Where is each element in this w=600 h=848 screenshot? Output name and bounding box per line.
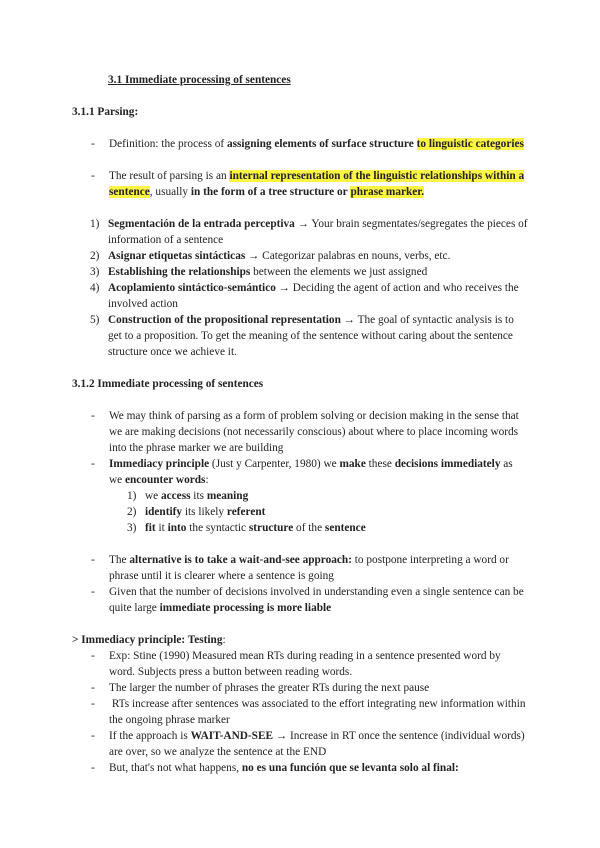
bullet-marker: - xyxy=(91,458,95,470)
bullet-marker: - xyxy=(91,138,95,150)
step-number: 5) xyxy=(90,314,100,326)
bullet-marker: - xyxy=(91,698,95,710)
result-text: The result of parsing is an internal representation of the linguistic relationships within a sentence, usually in the form of a tree structure or phrase marker. xyxy=(109,170,525,198)
highlight: internal representation of the linguistic relationships within a sentence xyxy=(109,170,525,198)
testing-heading: > Immediacy principle: Testing: xyxy=(72,634,226,646)
bullet-marker: - xyxy=(91,170,95,182)
step-number: 3) xyxy=(127,522,137,534)
step-number: 1) xyxy=(127,490,137,502)
bullet-marker: - xyxy=(91,762,95,774)
step-number: 1) xyxy=(90,218,100,230)
bullet-marker: - xyxy=(91,650,95,662)
definition-text: Definition: the process of assigning elements of surface structure to linguistic categories xyxy=(109,138,524,150)
step-number: 2) xyxy=(90,250,100,262)
step-number: 3) xyxy=(90,266,100,278)
step-number: 4) xyxy=(90,282,100,294)
immediate-heading: 3.1.2 Immediate processing of sentences xyxy=(72,378,264,390)
parsing-heading: 3.1.1 Parsing: xyxy=(72,106,139,118)
highlight: to linguistic categories xyxy=(416,138,524,150)
bullet-marker: - xyxy=(91,586,95,598)
highlight: phrase marker. xyxy=(350,186,425,198)
section-title: 3.1 Immediate processing of sentences xyxy=(108,74,291,86)
bullet-marker: - xyxy=(91,682,95,694)
step-number: 2) xyxy=(127,506,137,518)
bullet-marker: - xyxy=(91,554,95,566)
bullet-marker: - xyxy=(91,410,95,422)
bullet-marker: - xyxy=(91,730,95,742)
document-page: 3.1 Immediate processing of sentences 3.1.1 Parsing: - Definition: the process of assigning elements of surface structure to linguistic categories - The result of parsing is an internal representation of the linguistic relationships within a sentence, usually in the form of a tree structure or phrase marker. 1) Segmentación de la entrada perceptiva → Your brain segmentates/segregates the pieces of information of a sentence 2) Asignar etiquetas sintácticas → Categorizar palabras en nouns, verbs, etc. 3) Establishing the relationships between the elements we just assigned 4) Acoplamiento sintáctico-semántico → Deciding the agent of action and who receives the involved action 5) Construction of the propositional representation → The goal of syntactic analysis is to get to a proposition. To get the meaning of the sentence without caring about the sentence structure once we achieve it. 3.1.2 Immediate processing of sentences - We may think of parsing as a form of problem solving or decision making in the sense that we are making decisions (not necessarily conscious) about where to place incoming words into the phrase marker we are building - Immediacy principle (Just y Carpenter, 1980) we make these decisions immediately as we encounter words: 1) we access its meaning 2) identify its likely referent 3) fit it into the syntactic structure of the sentence - The alternative is to take a wait-and-see approach: to postpone interpreting a word or phrase until it is clearer where a sentence is going - Given that the number of decisions involved in understanding even a single sentence can be quite large immediate processing is more liable > Immediacy principle: Testing: - Exp: Stine (1990) Measured mean RTs during reading in a sentence presented word by word. Subjects press a button between reading words. - The larger the number of phrases the greater RTs during the next pause - RTs increase after sentences was associated to the effort integrating new information within the ongoing phrase marker - If the approach is WAIT-AND-SEE → Increase in RT once the sentence (individual words) are over, so we analyze the sentence at the END - But, that's not what happens, no es una función que se levanta solo al final: xyxy=(72,74,529,774)
